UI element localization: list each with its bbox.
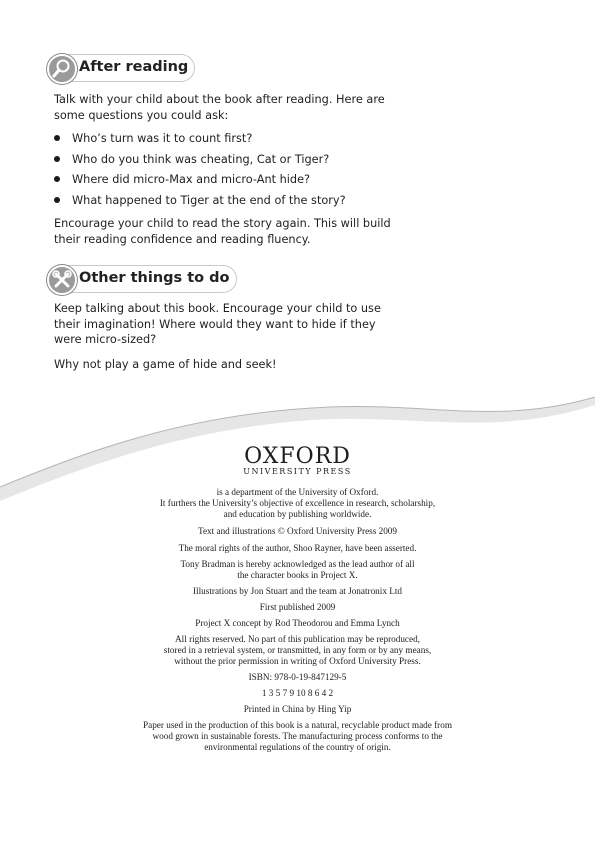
imprint-line: and education by publishing worldwide.: [223, 509, 372, 519]
hide-and-seek-paragraph: Why not play a game of hide and seek!: [54, 358, 277, 371]
imprint-line: Illustrations by Jon Stuart and the team at Jonatronix Ltd: [193, 586, 402, 596]
tools-icon: [47, 265, 77, 295]
magnifier-icon: [47, 54, 77, 84]
bullet-icon: [54, 197, 60, 203]
intro-line-2: some questions you could ask:: [54, 108, 229, 122]
bullet-icon: [54, 176, 60, 182]
other-things-paragraph: Keep talking about this book. Encourage your child to use their imagination! Where would they want to hide if they were micro-sized?: [54, 302, 381, 346]
imprint-line: stored in a retrieval system, or transmitted, in any form or by any means,: [163, 645, 432, 655]
imprint-line: Tony Bradman is hereby acknowledged as the lead author of all: [180, 559, 415, 569]
publisher-logo-subtitle: UNIVERSITY PRESS: [243, 467, 352, 476]
after-reading-title: After reading: [79, 59, 189, 75]
imprint-line: The moral rights of the author, Shoo Rayner, have been asserted.: [178, 543, 417, 553]
imprint-line: Printed in China by Hing Yip: [243, 704, 352, 714]
encourage-paragraph: Encourage your child to read the story again. This will build their reading confidence and reading fluency.: [54, 217, 391, 246]
after-reading-intro: [54, 92, 385, 123]
list-item: Who do you think was cheating, Cat or Tiger?: [53, 152, 346, 173]
bullet-icon: [54, 156, 60, 162]
imprint-line: It furthers the University’s objective of excellence in research, scholarship,: [159, 498, 436, 508]
imprint-line: without the prior permission in writing of Oxford University Press.: [174, 656, 421, 666]
imprint-line: Paper used in the production of this book is a natural, recyclable product made from: [143, 720, 452, 730]
question-list: [53, 131, 346, 213]
list-item: Who’s turn was it to count first?: [53, 131, 346, 152]
imprint-line: environmental regulations of the country of origin.: [204, 742, 391, 752]
intro-line-1: Talk with your child about the book after reading. Here are: [54, 93, 385, 106]
imprint-line: wood grown in sustainable forests. The manufacturing process conforms to the: [152, 731, 443, 741]
bullet-icon: [54, 135, 60, 141]
list-item: Where did micro-Max and micro-Ant hide?: [53, 172, 346, 193]
imprint-line: the character books in Project X.: [237, 570, 358, 580]
imprint-line: First published 2009: [259, 602, 336, 612]
publisher-logo: OXFORD: [244, 444, 351, 469]
list-item: What happened to Tiger at the end of the story?: [53, 193, 346, 214]
other-things-title: Other things to do: [79, 270, 230, 286]
imprint-line: is a department of the University of Oxford.: [216, 487, 379, 497]
imprint-line: ISBN: 978-0-19-847129-5: [248, 672, 347, 682]
imprint-line: Project X concept by Rod Theodorou and Emma Lynch: [195, 618, 400, 628]
imprint-line: All rights reserved. No part of this publication may be reproduced,: [175, 634, 420, 644]
imprint-line: 1 3 5 7 9 10 8 6 4 2: [261, 688, 334, 698]
imprint-line: Text and illustrations © Oxford University Press 2009: [198, 526, 397, 536]
